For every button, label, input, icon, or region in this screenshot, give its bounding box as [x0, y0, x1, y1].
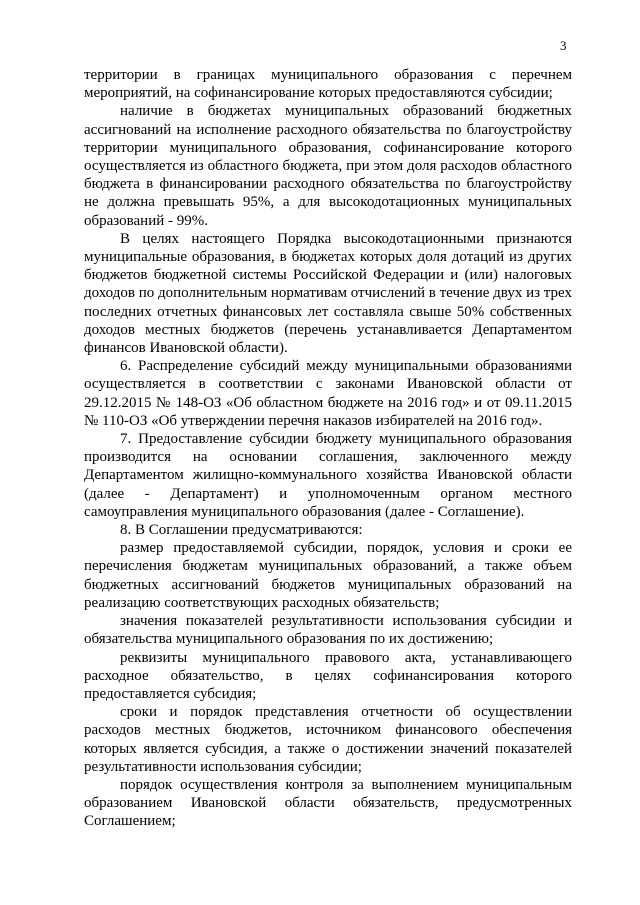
paragraph-legal-act-details: реквизиты муниципального правового акта, устанавливающего расходное обязательство, в целях софинансирования которого предоставляется субсидия; [84, 649, 572, 702]
paragraph-item-6: 6. Распределение субсидий между муниципальными образованиями осуществляется в соответствии с законами Ивановской области от 29.12.2015 № 148-ОЗ «Об областном бюджете на 2016 год» и от 09.11.2015 № 110-ОЗ «Об утверждении перечня наказов избирателей на 2016 год». [84, 358, 572, 429]
paragraph-subsidy-size: размер предоставляемой субсидии, порядок, условия и сроки ее перечисления бюджетам муниципальных образований, а также объем бюджетных ассигнований бюджетов муниципальных образований на реализацию соответствующих расходных обязательств; [84, 540, 572, 611]
paragraph-budget-allocations: наличие в бюджетах муниципальных образований бюджетных ассигнований на исполнение расходного обязательства по благоустройству территории муниципального образования, софинансирование которого осуществляется из областного бюджета, при этом доля расходов областного бюджета в финансировании расходного обязательства по благоустройству не должна превышать 95%, а для высокодотационных муниципальных образований - 99%. [84, 103, 572, 229]
paragraph-reporting-terms: сроки и порядок представления отчетности об осуществлении расходов местных бюджетов, источником финансового обеспечения которых является субсидия, а также о достижении значений показателей результативности использования субсидии; [84, 704, 572, 775]
paragraph-control-procedure: порядок осуществления контроля за выполнением муниципальным образованием Ивановской области обязательств, предусмотренных Соглашением; [84, 776, 572, 830]
page-number: 3 [560, 38, 567, 53]
paragraph-performance-indicators: значения показателей результативности использования субсидии и обязательства муниципального образования по их достижению; [84, 613, 572, 648]
paragraph-high-subsidy-definition: В целях настоящего Порядка высокодотационными признаются муниципальные образования, в бюджетах которых доля дотаций из других бюджетов бюджетной системы Российской Федерации и (или) налоговых доходов по дополнительным нормативам отчислений в течение двух из трех последних отчетных финансовых лет составляла свыше 50% собственных доходов местных бюджетов (перечень устанавливается Департаментом финансов Ивановской области). [84, 230, 572, 357]
paragraph-item-8: 8. В Соглашении предусматриваются: [120, 522, 363, 539]
paragraph-item-7: 7. Предоставление субсидии бюджету муниципального образования производится на основании соглашения, заключенного между Департаментом жилищно-коммунального хозяйства Ивановской области (далее - Департамент) и уполномоченным органом местного самоуправления муниципального образования (далее - Соглашение). [84, 431, 572, 520]
body-text [84, 66, 572, 831]
paragraph-continuation: территории в границах муниципального образования с перечнем мероприятий, на софинансирование которых предоставляются субсидии; [84, 67, 572, 102]
